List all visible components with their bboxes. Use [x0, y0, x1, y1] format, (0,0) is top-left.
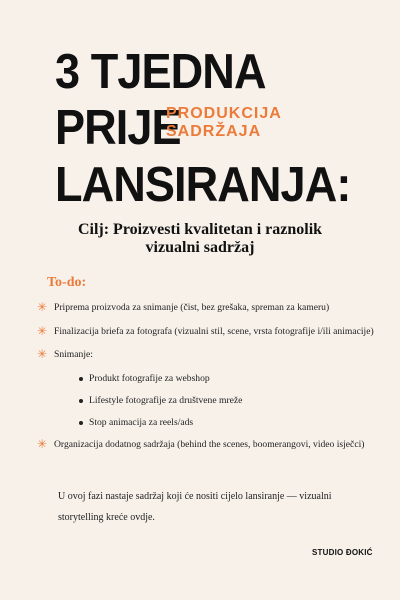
asterisk-icon: ✳	[37, 300, 48, 314]
todo-subitem-text: Produkt fotografije za webshop	[89, 372, 210, 384]
todo-subitem	[79, 417, 377, 429]
todo-subitem	[79, 395, 377, 407]
todo-item	[37, 302, 377, 314]
asterisk-icon: ✳	[37, 347, 48, 361]
asterisk-icon: ✳	[37, 323, 48, 338]
asterisk-icon: ✳	[37, 436, 48, 451]
bullet-dot-icon	[79, 399, 83, 403]
todo-item	[37, 349, 377, 361]
hero-accent-line-1: PRODUKCIJA	[166, 105, 282, 122]
hero-title	[55, 45, 355, 212]
todo-item-text: Priprema proizvoda za snimanje (čist, bez grešaka, spreman za kameru)	[54, 302, 330, 313]
hero-accent-line-2: SADRŽAJA	[166, 123, 262, 141]
brand-logo: STUDIO ĐOKIĆ	[312, 548, 373, 557]
bullet-dot-icon	[79, 377, 83, 381]
todo-subitem-text: Lifestyle fotografije za društvene mreže	[89, 394, 243, 406]
todo-subitem	[79, 373, 377, 385]
todo-item-text: Finalizacija briefa za fotografa (vizualni stil, scene, vrsta fotografije i/ili animacije)	[54, 325, 374, 337]
todo-sublist	[37, 373, 377, 429]
footer-note: U ovoj fazi nastaje sadržaj koji će nositi cijelo lansiranje — vizualni storytelling kreće ovdje.	[58, 491, 332, 523]
hero-line-1: 3 TJEDNA	[55, 45, 266, 99]
todo-list	[37, 302, 377, 462]
hero-line-3: LANSIRANJA:	[55, 158, 351, 212]
todo-item-text: Organizacija dodatnog sadržaja (behind the scenes, boomerangovi, video isječci)	[54, 438, 365, 450]
todo-subitem-text: Stop animacija za reels/ads	[89, 416, 194, 428]
todo-item	[37, 436, 377, 451]
bullet-dot-icon	[79, 421, 83, 425]
hero-accent	[166, 105, 296, 141]
hero-line-2: PRIJE	[55, 101, 181, 155]
todo-label: To-do:	[47, 275, 87, 290]
todo-item	[37, 323, 377, 338]
goal-text: Cilj: Proizvesti kvalitetan i raznolik vizualni sadržaj	[77, 221, 323, 256]
todo-item-text: Snimanje:	[54, 349, 93, 360]
